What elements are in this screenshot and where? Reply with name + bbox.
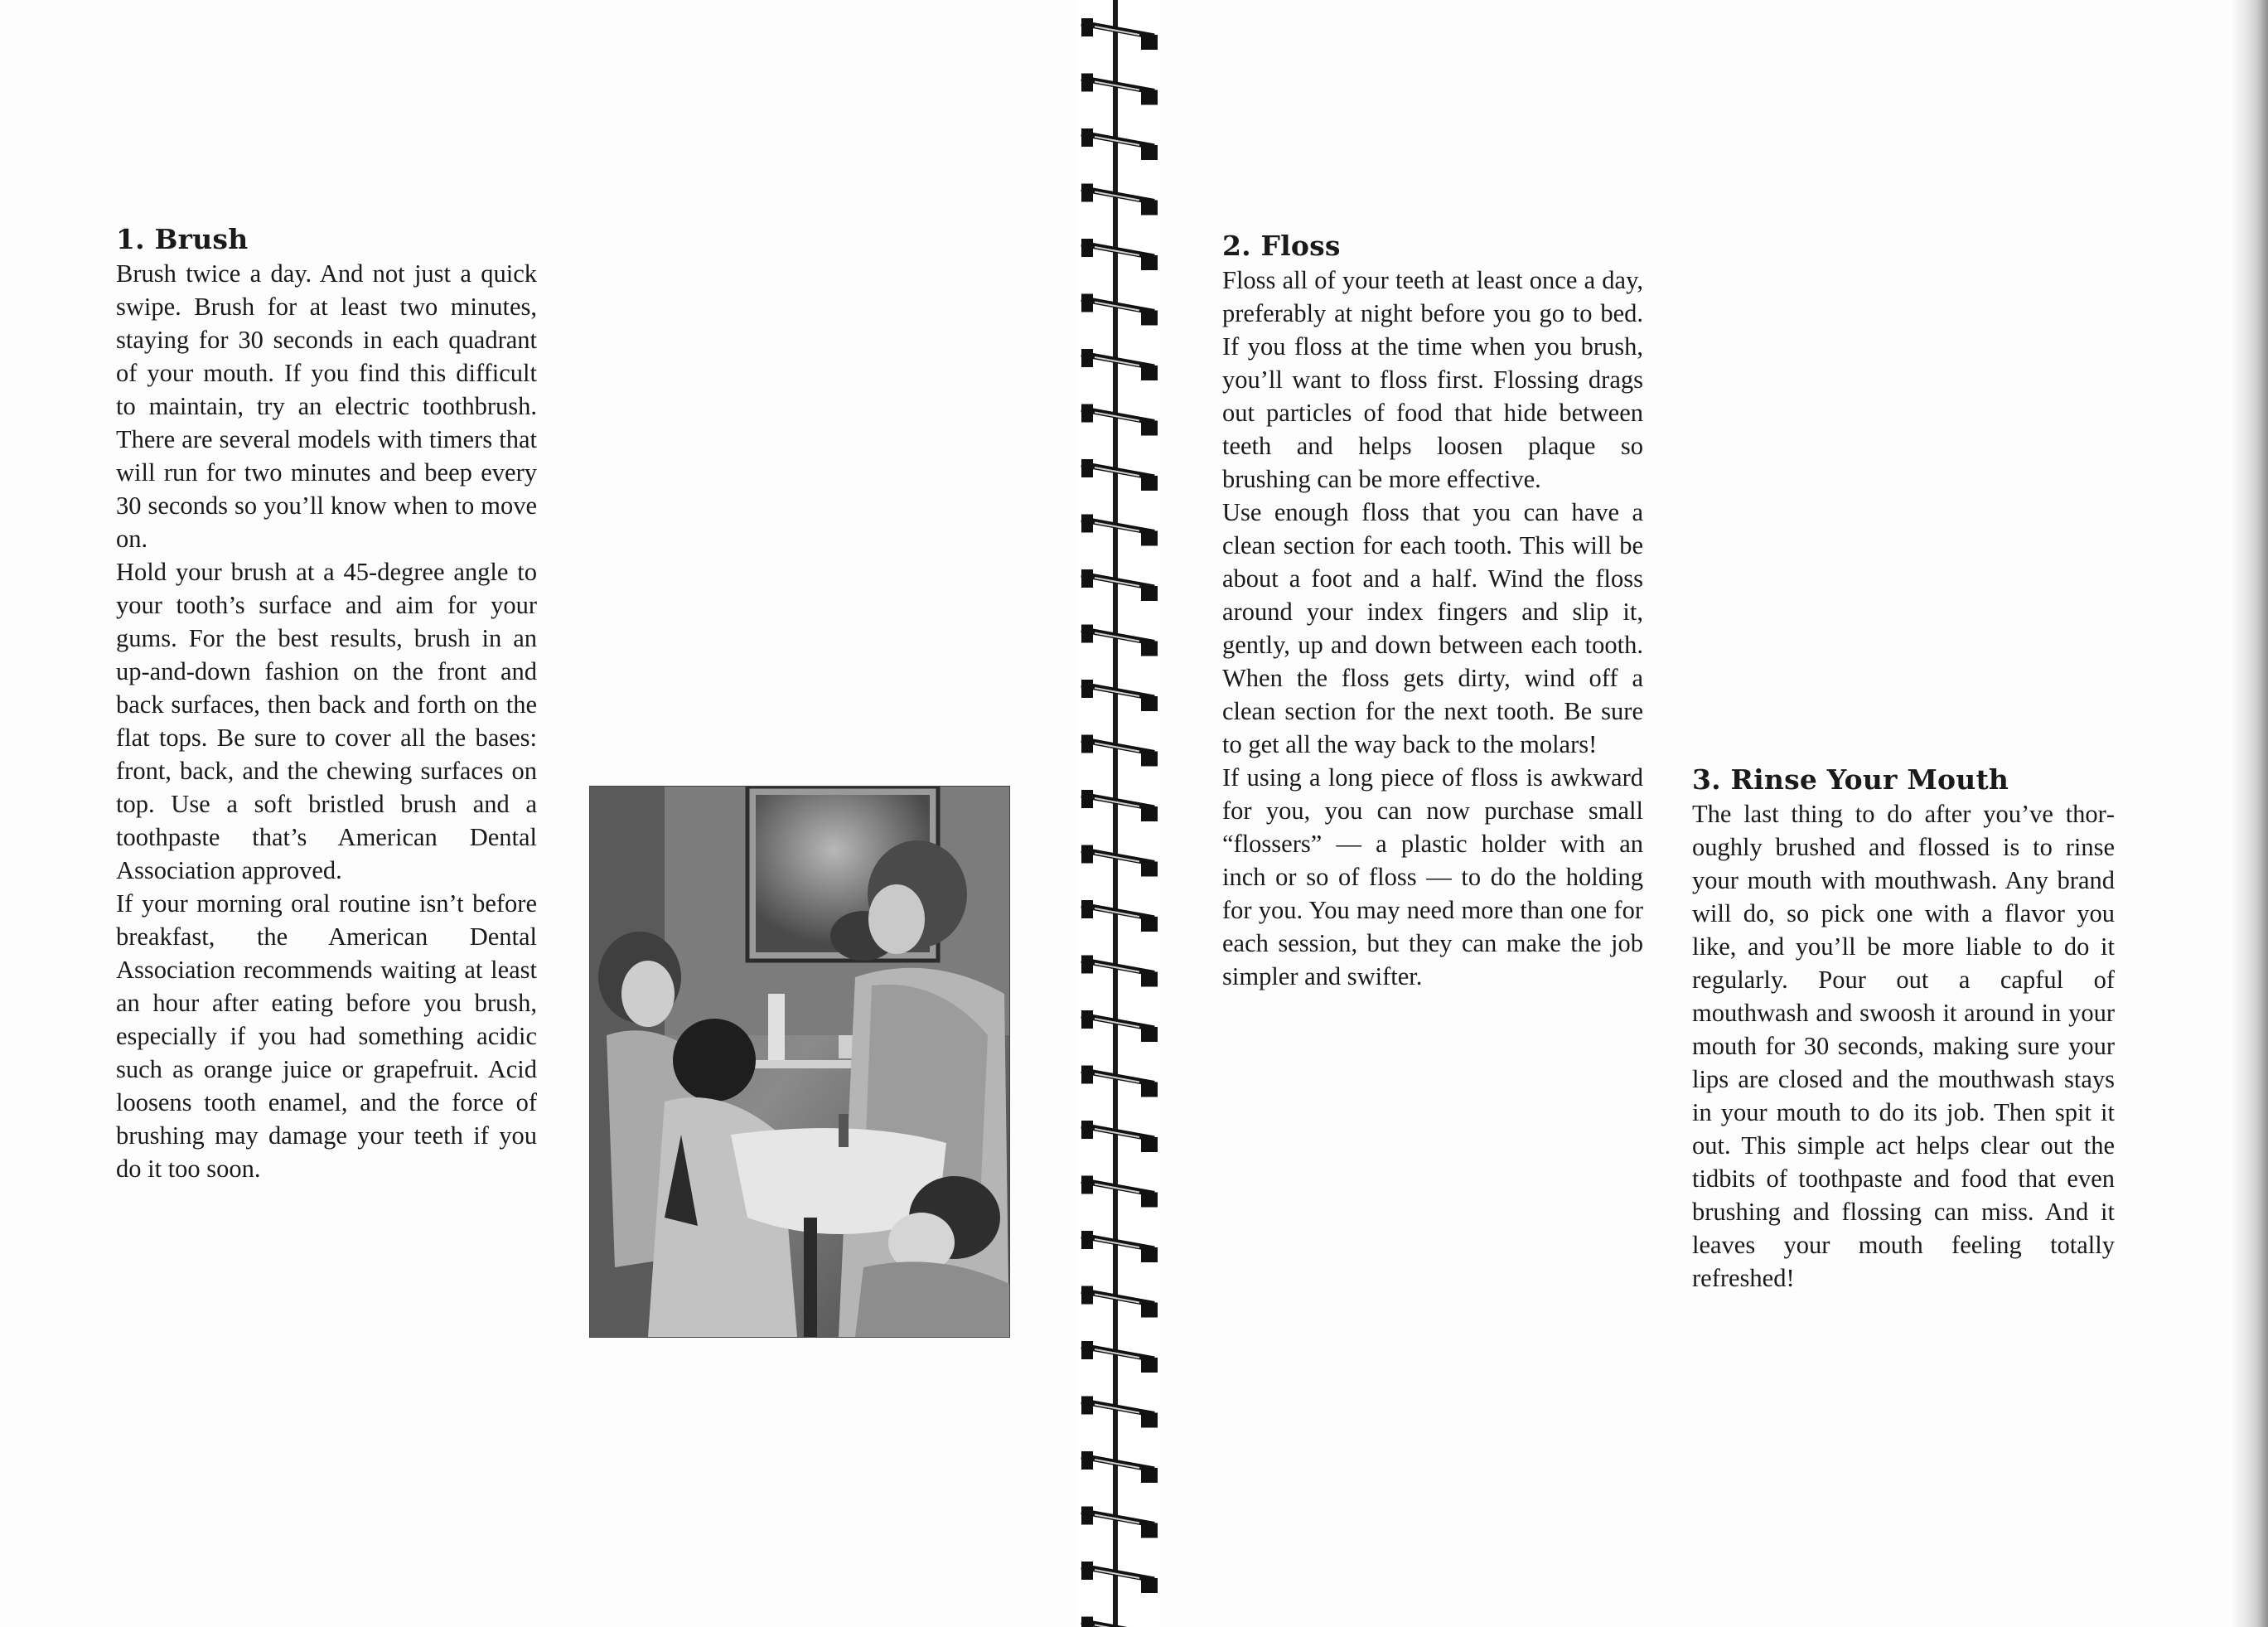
binding-coil bbox=[1081, 956, 1158, 987]
binding-coil bbox=[1081, 1176, 1158, 1208]
vintage-family-brushing-photo bbox=[589, 786, 1010, 1338]
rinse-paragraph-1: The last thing to do after you’ve thoroughly brushed and flossed is to rinse your mouth with mouthwash. Any brand will do, so pick one with a flavor you like, and you’ll be more liable to do it regularly. Pour out a capful of mouthwash and swoosh it around in your mouth for 30 seconds, making sure your lips are closed and the mouthwash stays in your mouth to do its job. Then spit it out. This simple act helps clear out the tidbits of toothpaste and food that even brushing and flossing can miss. And it leaves your mouth feeling totally refreshed! bbox=[1692, 800, 2115, 1292]
binding-coil bbox=[1081, 680, 1158, 711]
binding-coil bbox=[1081, 735, 1158, 767]
binding-coil bbox=[1081, 1617, 1158, 1627]
binding-coil bbox=[1081, 294, 1158, 326]
brush-heading: 1. Brush bbox=[116, 223, 249, 255]
section-rinse bbox=[1692, 763, 2115, 1295]
binding-coil bbox=[1081, 1231, 1158, 1262]
binding-coil bbox=[1081, 239, 1158, 270]
binding-coil bbox=[1081, 900, 1158, 932]
binding-coil bbox=[1081, 569, 1158, 601]
section-brush bbox=[116, 222, 537, 1185]
floss-paragraph-1: Floss all of your teeth at least once a day, preferably at night before you go to bed. If you floss at the time when you brush, you’ll want to floss first. Flossing drags out particles of food that hide between teeth and helps loosen plaque so brushing can be more effective. bbox=[1222, 266, 1643, 493]
binding-coil bbox=[1081, 74, 1158, 105]
binding-coil bbox=[1081, 349, 1158, 380]
binding-coil bbox=[1081, 845, 1158, 877]
binding-coil bbox=[1081, 1451, 1158, 1483]
binding-coil bbox=[1081, 1562, 1158, 1593]
binding-coil bbox=[1081, 128, 1158, 160]
binding-coil bbox=[1081, 790, 1158, 821]
section-floss bbox=[1222, 229, 1643, 993]
spiral-binding bbox=[1073, 0, 1164, 1627]
binding-coil bbox=[1081, 18, 1158, 50]
binding-coil bbox=[1081, 1121, 1158, 1152]
binding-coil bbox=[1081, 404, 1158, 436]
binding-coil bbox=[1081, 1397, 1158, 1428]
binding-coil bbox=[1081, 1010, 1158, 1042]
rinse-heading: 3. Rinse Your Mouth bbox=[1692, 763, 2009, 796]
floss-heading: 2. Floss bbox=[1222, 230, 1341, 262]
binding-coil bbox=[1081, 625, 1158, 656]
brush-paragraph-2: Hold your brush at a 45-degree angle to your tooth’s surface and aim for your gums. For the best results, brush in an up-and-down fashion on the front and back surfaces, then back and forth on the flat tops. Be sure to cover all the bases: front, back, and the chewing surfaces on top. Use a soft bristled brush and a toothpaste that’s American Dental Association approved. bbox=[116, 558, 537, 884]
binding-coil bbox=[1081, 515, 1158, 546]
brush-paragraph-3: If your morning oral routine isn’t before breakfast, the American Dental Association recommends waiting at least an hour after eating before you brush, especially if you had something acidic such as orange juice or grapefruit. Acid loosens tooth enamel, and the force of brushing may damage your teeth if you do it too soon. bbox=[116, 889, 537, 1183]
page-edge-shadow bbox=[2230, 0, 2268, 1627]
binding-coil bbox=[1081, 1507, 1158, 1538]
brush-paragraph-1: Brush twice a day. And not just a quick swipe. Brush for at least two minutes, staying for 30 seconds in each quadrant of your mouth. If you find this difficult to maintain, try an electric toothbrush. There are several models with timers that will run for two minutes and beep every 30 seconds so you’ll know when to move on. bbox=[116, 259, 537, 553]
binding-coil bbox=[1081, 1066, 1158, 1097]
floss-paragraph-3: If using a long piece of floss is awkward for you, you can now purchase small “flossers” — a plastic holder with an inch or so of floss — to do the holding for you. You may need more than one for each session, but they can make the job simpler and swifter. bbox=[1222, 763, 1643, 990]
floss-paragraph-2: Use enough floss that you can have a clean section for each tooth. This will be about a foot and a half. Wind the floss around your index fingers and slip it, gently, up and down between each tooth. When the floss gets dirty, wind off a clean section for the next tooth. Be sure to get all the way back to the molars! bbox=[1222, 498, 1643, 758]
binding-coil bbox=[1081, 1286, 1158, 1318]
binding-coil bbox=[1081, 1341, 1158, 1373]
binding-coil bbox=[1081, 459, 1158, 491]
binding-coil bbox=[1081, 184, 1158, 215]
